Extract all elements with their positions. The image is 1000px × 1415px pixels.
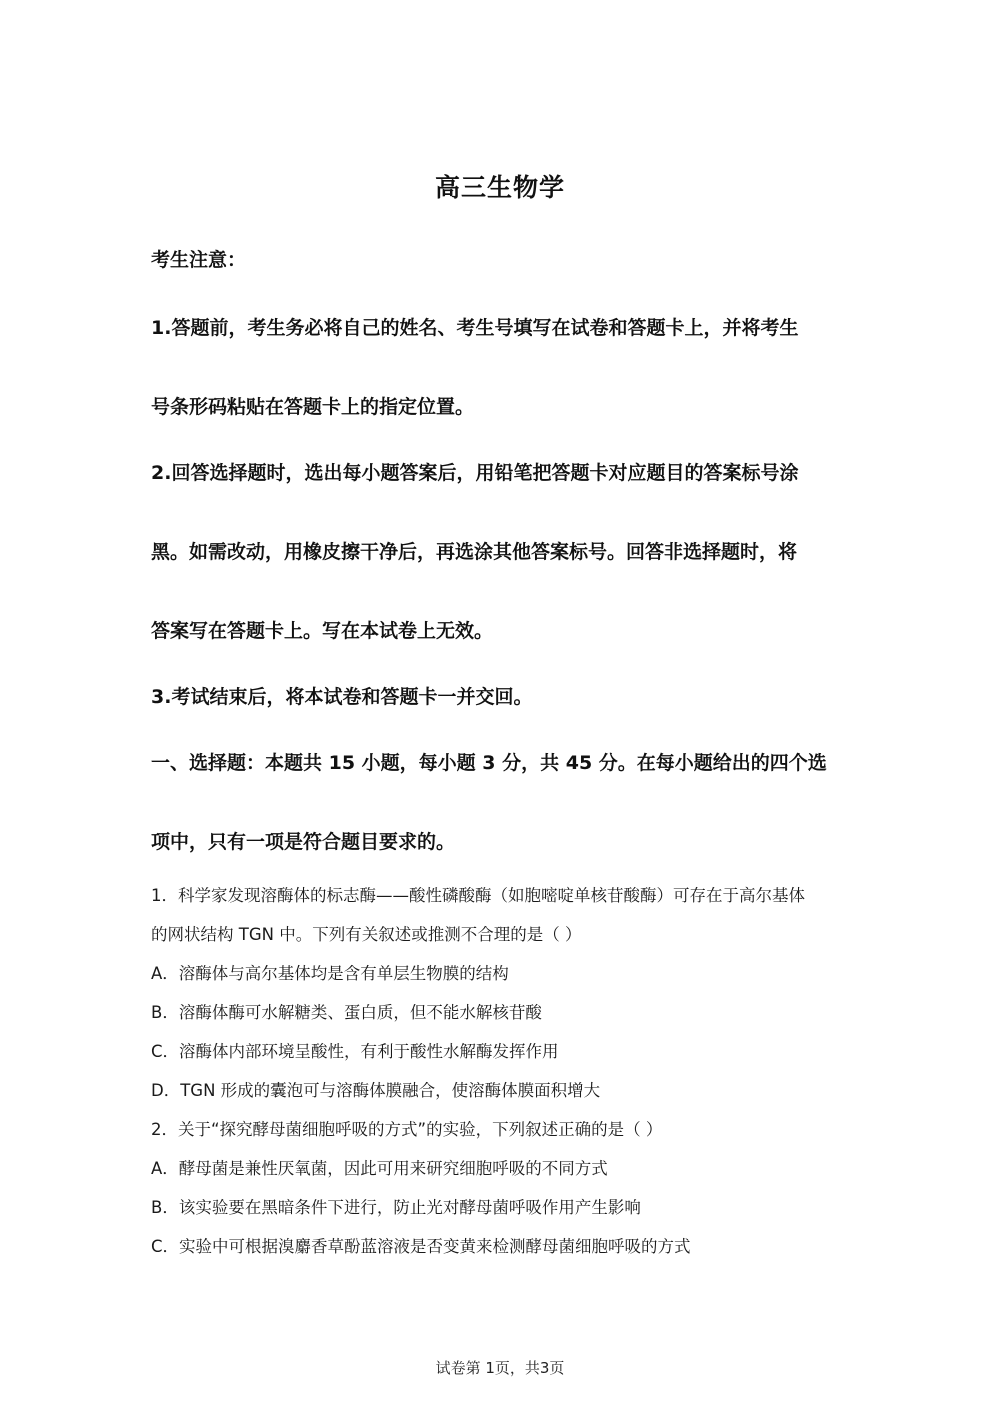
section-heading-line-2: 项中，只有一项是符合题目要求的。 [151,831,456,853]
notice-heading: 考生注意： [151,249,247,271]
question-1-stem-line-1: 1．科学家发现溶酶体的标志酶——酸性磷酸酶（如胞嘧啶单核苷酸酶）可存在于高尔基体 [151,886,805,905]
notice-item-2-line-3: 答案写在答题卡上。写在本试卷上无效。 [151,620,494,642]
page-footer: 试卷第 1页，共3页 [435,1359,565,1377]
section-heading-line-1: 一、选择题：本题共 15 小题，每小题 3 分，共 45 分。在每小题给出的四个选 [151,752,827,774]
question-1-stem-line-2: 的网状结构 TGN 中。下列有关叙述或推测不合理的是（ ） [151,925,582,944]
question-2-option-c: C．实验中可根据溴麝香草酚蓝溶液是否变黄来检测酵母菌细胞呼吸的方式 [151,1237,691,1256]
question-1-option-a: A．溶酶体与高尔基体均是含有单层生物膜的结构 [151,964,509,983]
question-2-option-a: A．酵母菌是兼性厌氧菌，因此可用来研究细胞呼吸的不同方式 [151,1159,608,1178]
notice-item-3-line-1: 3.考试结束后，将本试卷和答题卡一并交回。 [151,686,533,708]
notice-item-2-line-1: 2.回答选择题时，选出每小题答案后，用铅笔把答题卡对应题目的答案标号涂 [151,462,799,484]
question-2-stem-line-1: 2．关于“探究酵母菌细胞呼吸的方式”的实验，下列叙述正确的是（ ） [151,1120,663,1139]
question-1-option-b: B．溶酶体酶可水解糖类、蛋白质，但不能水解核苷酸 [151,1003,542,1022]
question-1-option-c: C．溶酶体内部环境呈酸性，有利于酸性水解酶发挥作用 [151,1042,559,1061]
notice-item-2-line-2: 黑。如需改动，用橡皮擦干净后，再选涂其他答案标号。回答非选择题时，将 [151,541,798,563]
page-title: 高三生物学 [434,173,565,202]
question-2-option-b: B．该实验要在黑暗条件下进行，防止光对酵母菌呼吸作用产生影响 [151,1198,641,1217]
question-1-option-d: D．TGN 形成的囊泡可与溶酶体膜融合，使溶酶体膜面积增大 [151,1081,601,1100]
notice-item-1-line-2: 号条形码粘贴在答题卡上的指定位置。 [151,396,475,418]
notice-item-1-line-1: 1.答题前，考生务必将自己的姓名、考生号填写在试卷和答题卡上，并将考生 [151,317,799,339]
